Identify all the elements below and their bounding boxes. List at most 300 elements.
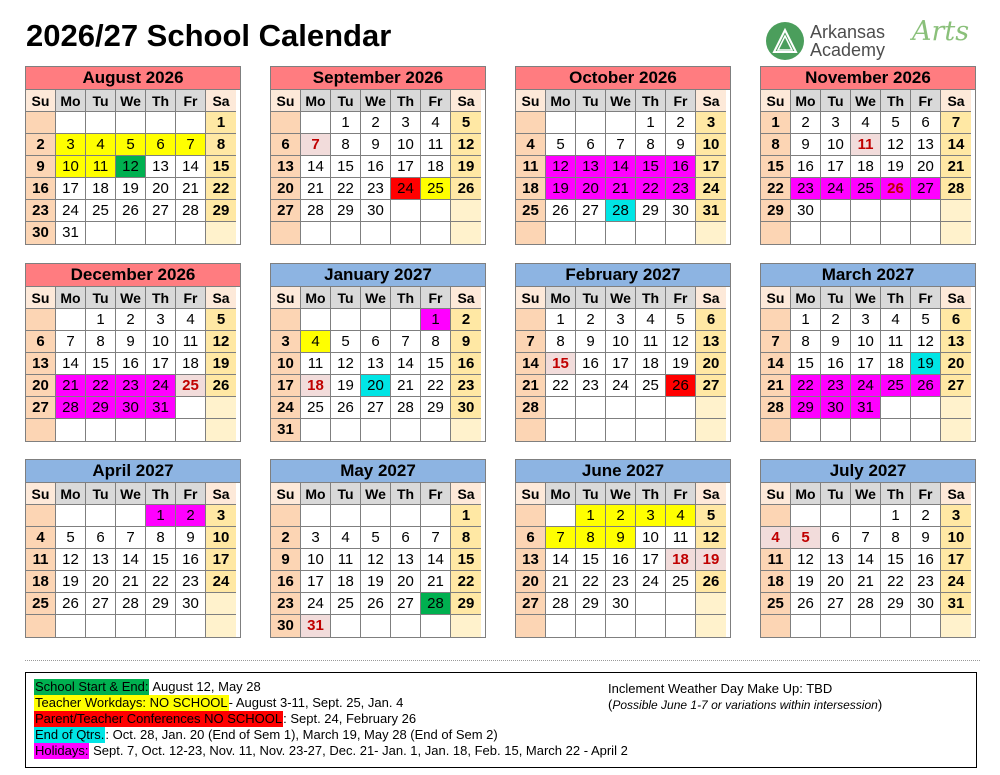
day-cell: 19 <box>696 549 726 571</box>
day-cell: 18 <box>421 156 451 178</box>
day-cell: 2 <box>666 112 696 134</box>
logo-word-1: Arkansas <box>810 22 886 42</box>
day-cell: 12 <box>206 331 236 353</box>
day-cell: 1 <box>576 505 606 527</box>
day-cell: 27 <box>576 200 606 222</box>
day-cell: 15 <box>206 156 236 178</box>
empty-cell <box>146 112 176 134</box>
day-cell: 23 <box>176 571 206 593</box>
legend-start-end-label: School Start & End: <box>35 679 149 694</box>
month-calendar <box>270 263 486 442</box>
day-cell: 19 <box>881 156 911 178</box>
day-cell: 30 <box>666 200 696 222</box>
day-cell: 7 <box>301 134 331 156</box>
empty-cell <box>146 615 176 637</box>
empty-cell <box>761 419 791 441</box>
day-cell: 2 <box>576 309 606 331</box>
day-cell: 20 <box>696 353 726 375</box>
weekday-header: Mo <box>56 287 86 309</box>
empty-cell <box>391 505 421 527</box>
empty-cell <box>606 419 636 441</box>
weekday-header: Mo <box>546 483 576 505</box>
day-cell: 21 <box>851 571 881 593</box>
weekday-header: We <box>606 90 636 112</box>
day-cell: 24 <box>271 397 301 419</box>
inclement-weather-note <box>608 697 882 713</box>
day-cell: 12 <box>116 156 146 178</box>
weekday-header: We <box>606 483 636 505</box>
weekday-header: Tu <box>576 287 606 309</box>
weekday-header: Mo <box>791 90 821 112</box>
weekday-header: Su <box>271 90 301 112</box>
empty-cell <box>761 309 791 331</box>
day-cell: 23 <box>606 571 636 593</box>
logo-script-word: Arts <box>912 16 970 47</box>
day-cell: 6 <box>26 331 56 353</box>
weekday-header: We <box>606 287 636 309</box>
day-cell: 25 <box>761 593 791 615</box>
empty-cell <box>391 200 421 222</box>
day-cell: 26 <box>911 375 941 397</box>
day-cell: 1 <box>451 505 481 527</box>
day-cell: 3 <box>271 331 301 353</box>
weekday-header: We <box>116 90 146 112</box>
legend-quarters <box>34 727 498 743</box>
empty-cell <box>791 505 821 527</box>
empty-cell <box>271 309 301 331</box>
day-cell: 17 <box>301 571 331 593</box>
weekday-header: Tu <box>821 483 851 505</box>
legend-holidays <box>34 743 628 759</box>
day-cell: 20 <box>26 375 56 397</box>
day-cell: 6 <box>86 527 116 549</box>
day-cell: 15 <box>791 353 821 375</box>
day-cell: 2 <box>606 505 636 527</box>
day-cell: 5 <box>206 309 236 331</box>
empty-cell <box>546 397 576 419</box>
day-cell: 25 <box>851 178 881 200</box>
day-cell: 24 <box>391 178 421 200</box>
weekday-header: Su <box>761 483 791 505</box>
day-cell: 2 <box>176 505 206 527</box>
day-cell: 23 <box>911 571 941 593</box>
day-cell: 18 <box>301 375 331 397</box>
weekday-header: Mo <box>56 90 86 112</box>
day-cell: 16 <box>791 156 821 178</box>
legend-conferences <box>34 711 416 727</box>
day-cell: 9 <box>271 549 301 571</box>
day-cell: 13 <box>391 549 421 571</box>
weekday-header: Sa <box>696 287 726 309</box>
day-cell: 30 <box>791 200 821 222</box>
page-title: 2026/27 School Calendar <box>26 18 392 53</box>
empty-cell <box>881 222 911 244</box>
day-cell: 1 <box>146 505 176 527</box>
empty-cell <box>851 200 881 222</box>
month-title: January 2027 <box>271 264 485 287</box>
day-cell: 22 <box>576 571 606 593</box>
empty-cell <box>546 419 576 441</box>
day-cell: 3 <box>941 505 971 527</box>
day-cell: 24 <box>206 571 236 593</box>
logo-mark-icon <box>766 22 804 60</box>
day-cell: 29 <box>206 200 236 222</box>
day-cell: 16 <box>911 549 941 571</box>
weekday-header: Fr <box>421 287 451 309</box>
empty-cell <box>206 615 236 637</box>
day-cell: 26 <box>666 375 696 397</box>
day-cell: 5 <box>881 112 911 134</box>
day-cell: 11 <box>636 331 666 353</box>
day-cell: 23 <box>116 375 146 397</box>
day-cell: 25 <box>331 593 361 615</box>
weekday-header: Mo <box>791 287 821 309</box>
day-cell: 18 <box>636 353 666 375</box>
day-cell: 10 <box>851 331 881 353</box>
day-cell: 5 <box>666 309 696 331</box>
empty-cell <box>116 222 146 244</box>
day-cell: 21 <box>941 156 971 178</box>
weekday-header: We <box>851 287 881 309</box>
weekday-header: Sa <box>941 90 971 112</box>
day-cell: 16 <box>821 353 851 375</box>
day-cell: 25 <box>881 375 911 397</box>
weekday-header: Fr <box>176 90 206 112</box>
empty-cell <box>146 222 176 244</box>
empty-cell <box>911 397 941 419</box>
day-cell: 7 <box>421 527 451 549</box>
day-cell: 28 <box>391 397 421 419</box>
day-cell: 29 <box>881 593 911 615</box>
day-cell: 9 <box>821 331 851 353</box>
day-cell: 1 <box>206 112 236 134</box>
day-cell: 12 <box>361 549 391 571</box>
empty-cell <box>26 309 56 331</box>
empty-cell <box>516 505 546 527</box>
empty-cell <box>516 615 546 637</box>
month-title: October 2026 <box>516 67 730 90</box>
month-title: November 2026 <box>761 67 975 90</box>
day-cell: 3 <box>696 112 726 134</box>
day-cell: 19 <box>451 156 481 178</box>
month-title: July 2027 <box>761 460 975 483</box>
month-calendar <box>760 263 976 442</box>
empty-cell <box>86 419 116 441</box>
weekday-header: Th <box>146 483 176 505</box>
day-cell: 10 <box>391 134 421 156</box>
day-cell: 9 <box>361 134 391 156</box>
day-cell: 26 <box>331 397 361 419</box>
divider <box>25 660 980 661</box>
day-cell: 14 <box>516 353 546 375</box>
day-cell: 29 <box>576 593 606 615</box>
day-cell: 23 <box>666 178 696 200</box>
empty-cell <box>881 419 911 441</box>
day-cell: 6 <box>271 134 301 156</box>
weekday-header: Mo <box>546 287 576 309</box>
empty-cell <box>941 222 971 244</box>
day-cell: 28 <box>546 593 576 615</box>
day-cell: 19 <box>791 571 821 593</box>
day-cell: 12 <box>56 549 86 571</box>
empty-cell <box>451 200 481 222</box>
month-calendar <box>25 263 241 442</box>
day-cell: 8 <box>421 331 451 353</box>
day-cell: 31 <box>696 200 726 222</box>
day-cell: 24 <box>56 200 86 222</box>
day-cell: 30 <box>821 397 851 419</box>
month-title: June 2027 <box>516 460 730 483</box>
weekday-header: Fr <box>911 287 941 309</box>
day-cell: 24 <box>821 178 851 200</box>
day-cell: 26 <box>881 178 911 200</box>
empty-cell <box>391 222 421 244</box>
day-cell: 7 <box>116 527 146 549</box>
day-cell: 31 <box>941 593 971 615</box>
empty-cell <box>176 419 206 441</box>
empty-cell <box>361 222 391 244</box>
day-cell: 16 <box>176 549 206 571</box>
day-cell: 4 <box>301 331 331 353</box>
legend-quarters-text: : Oct. 28, Jan. 20 (End of Sem 1), March 19, May 28 (End of Sem 2) <box>105 727 498 742</box>
weekday-header: Su <box>26 90 56 112</box>
empty-cell <box>391 615 421 637</box>
empty-cell <box>606 222 636 244</box>
day-cell: 27 <box>26 397 56 419</box>
day-cell: 28 <box>116 593 146 615</box>
weekday-header: Sa <box>451 483 481 505</box>
day-cell: 29 <box>636 200 666 222</box>
day-cell: 11 <box>881 331 911 353</box>
empty-cell <box>26 419 56 441</box>
day-cell: 22 <box>636 178 666 200</box>
day-cell: 27 <box>941 375 971 397</box>
day-cell: 25 <box>26 593 56 615</box>
day-cell: 31 <box>271 419 301 441</box>
day-cell: 1 <box>546 309 576 331</box>
day-cell: 15 <box>636 156 666 178</box>
day-cell: 18 <box>851 156 881 178</box>
day-cell: 28 <box>516 397 546 419</box>
day-cell: 12 <box>331 353 361 375</box>
day-cell: 19 <box>546 178 576 200</box>
day-cell: 27 <box>86 593 116 615</box>
day-cell: 9 <box>911 527 941 549</box>
empty-cell <box>791 419 821 441</box>
day-cell: 12 <box>666 331 696 353</box>
day-cell: 24 <box>146 375 176 397</box>
empty-cell <box>301 112 331 134</box>
empty-cell <box>636 397 666 419</box>
empty-cell <box>86 222 116 244</box>
day-cell: 20 <box>146 178 176 200</box>
day-cell: 14 <box>546 549 576 571</box>
day-cell: 14 <box>116 549 146 571</box>
day-cell: 5 <box>56 527 86 549</box>
day-cell: 15 <box>421 353 451 375</box>
empty-cell <box>791 615 821 637</box>
empty-cell <box>301 222 331 244</box>
weekday-header: Su <box>271 483 301 505</box>
day-cell: 30 <box>451 397 481 419</box>
day-cell: 9 <box>451 331 481 353</box>
empty-cell <box>576 112 606 134</box>
day-cell: 1 <box>421 309 451 331</box>
day-cell: 10 <box>206 527 236 549</box>
day-cell: 27 <box>911 178 941 200</box>
empty-cell <box>56 615 86 637</box>
day-cell: 14 <box>421 549 451 571</box>
empty-cell <box>56 505 86 527</box>
day-cell: 11 <box>86 156 116 178</box>
month-calendar <box>515 263 731 442</box>
day-cell: 10 <box>271 353 301 375</box>
day-cell: 13 <box>86 549 116 571</box>
weekday-header: Fr <box>666 287 696 309</box>
weekday-header: We <box>361 483 391 505</box>
day-cell: 1 <box>761 112 791 134</box>
day-cell: 24 <box>636 571 666 593</box>
day-cell: 17 <box>206 549 236 571</box>
day-cell: 25 <box>421 178 451 200</box>
day-cell: 13 <box>821 549 851 571</box>
empty-cell <box>606 397 636 419</box>
day-cell: 4 <box>636 309 666 331</box>
day-cell: 16 <box>666 156 696 178</box>
day-cell: 19 <box>116 178 146 200</box>
day-cell: 10 <box>56 156 86 178</box>
empty-cell <box>206 419 236 441</box>
empty-cell <box>421 419 451 441</box>
empty-cell <box>761 615 791 637</box>
day-cell: 27 <box>391 593 421 615</box>
day-cell: 1 <box>86 309 116 331</box>
empty-cell <box>331 615 361 637</box>
day-cell: 15 <box>576 549 606 571</box>
empty-cell <box>666 397 696 419</box>
weekday-header: Th <box>391 483 421 505</box>
empty-cell <box>576 419 606 441</box>
day-cell: 12 <box>911 331 941 353</box>
empty-cell <box>361 309 391 331</box>
weekday-header: Su <box>516 483 546 505</box>
day-cell: 12 <box>696 527 726 549</box>
empty-cell <box>546 505 576 527</box>
day-cell: 27 <box>696 375 726 397</box>
day-cell: 17 <box>391 156 421 178</box>
day-cell: 4 <box>176 309 206 331</box>
day-cell: 8 <box>146 527 176 549</box>
legend-quarters-label: End of Qtrs. <box>35 727 105 742</box>
day-cell: 19 <box>56 571 86 593</box>
empty-cell <box>696 615 726 637</box>
day-cell: 30 <box>361 200 391 222</box>
note-italic: Possible June 1-7 or variations within intersession <box>612 698 878 712</box>
day-cell: 7 <box>391 331 421 353</box>
day-cell: 3 <box>636 505 666 527</box>
day-cell: 25 <box>666 571 696 593</box>
day-cell: 17 <box>606 353 636 375</box>
day-cell: 3 <box>56 134 86 156</box>
empty-cell <box>666 222 696 244</box>
day-cell: 3 <box>606 309 636 331</box>
day-cell: 28 <box>301 200 331 222</box>
day-cell: 10 <box>821 134 851 156</box>
day-cell: 14 <box>761 353 791 375</box>
weekday-header: Su <box>26 483 56 505</box>
empty-cell <box>821 222 851 244</box>
day-cell: 8 <box>206 134 236 156</box>
day-cell: 8 <box>881 527 911 549</box>
day-cell: 17 <box>941 549 971 571</box>
day-cell: 15 <box>881 549 911 571</box>
day-cell: 23 <box>576 375 606 397</box>
day-cell: 19 <box>206 353 236 375</box>
day-cell: 26 <box>361 593 391 615</box>
day-cell: 6 <box>941 309 971 331</box>
empty-cell <box>451 222 481 244</box>
weekday-header: Fr <box>911 483 941 505</box>
day-cell: 17 <box>146 353 176 375</box>
day-cell: 2 <box>911 505 941 527</box>
empty-cell <box>176 222 206 244</box>
day-cell: 5 <box>331 331 361 353</box>
weekday-header: Fr <box>666 483 696 505</box>
day-cell: 4 <box>421 112 451 134</box>
weekday-header: Tu <box>576 90 606 112</box>
day-cell: 2 <box>821 309 851 331</box>
day-cell: 4 <box>761 527 791 549</box>
day-cell: 6 <box>516 527 546 549</box>
month-calendar <box>270 459 486 638</box>
day-cell: 21 <box>546 571 576 593</box>
empty-cell <box>881 397 911 419</box>
day-cell: 7 <box>176 134 206 156</box>
empty-cell <box>56 309 86 331</box>
empty-cell <box>666 593 696 615</box>
empty-cell <box>821 615 851 637</box>
day-cell: 19 <box>331 375 361 397</box>
empty-cell <box>791 222 821 244</box>
weekday-header: Su <box>516 287 546 309</box>
day-cell: 21 <box>421 571 451 593</box>
day-cell: 28 <box>941 178 971 200</box>
day-cell: 29 <box>421 397 451 419</box>
weekday-header: Mo <box>301 483 331 505</box>
day-cell: 21 <box>116 571 146 593</box>
day-cell: 25 <box>301 397 331 419</box>
weekday-header: Th <box>391 287 421 309</box>
day-cell: 22 <box>761 178 791 200</box>
legend-conferences-label: Parent/Teacher Conferences NO SCHOOL <box>35 711 283 726</box>
day-cell: 18 <box>26 571 56 593</box>
weekday-header: Th <box>636 483 666 505</box>
day-cell: 23 <box>271 593 301 615</box>
weekday-header: Tu <box>86 287 116 309</box>
weekday-header: Mo <box>56 483 86 505</box>
day-cell: 16 <box>361 156 391 178</box>
empty-cell <box>421 200 451 222</box>
empty-cell <box>576 397 606 419</box>
day-cell: 27 <box>516 593 546 615</box>
day-cell: 9 <box>176 527 206 549</box>
weekday-header: Fr <box>666 90 696 112</box>
day-cell: 21 <box>301 178 331 200</box>
empty-cell <box>546 112 576 134</box>
empty-cell <box>696 397 726 419</box>
day-cell: 18 <box>86 178 116 200</box>
day-cell: 27 <box>821 593 851 615</box>
